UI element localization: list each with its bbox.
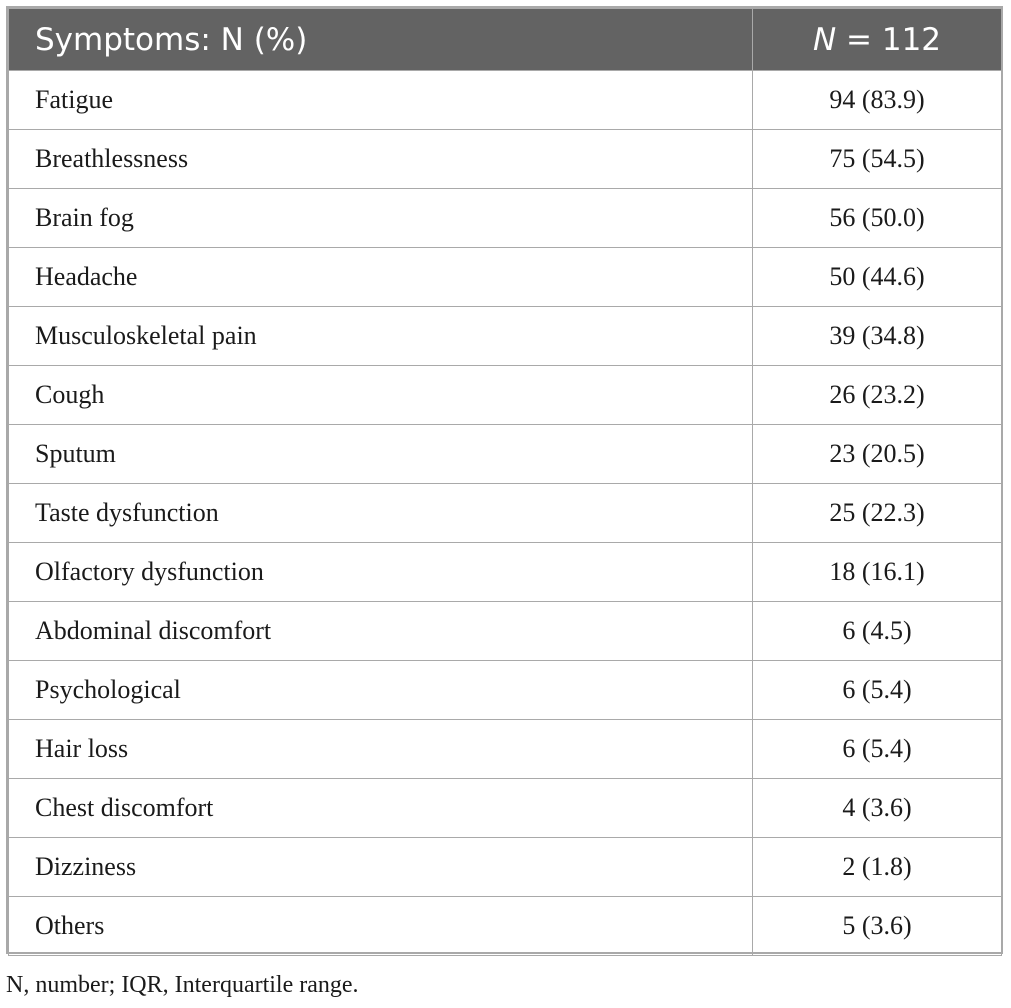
header-symptoms: Symptoms: N (%) [9,9,753,71]
symptom-count: 26 (23.2) [753,366,1002,425]
symptoms-table-container [6,6,1003,954]
symptom-count: 6 (5.4) [753,661,1002,720]
symptom-label: Sputum [9,425,753,484]
symptom-label: Chest discomfort [9,779,753,838]
symptom-count: 25 (22.3) [753,484,1002,543]
symptom-count: 6 (4.5) [753,602,1002,661]
symptom-label: Abdominal discomfort [9,602,753,661]
symptom-label: Psychological [9,661,753,720]
table-footnote: N, number; IQR, Interquartile range. [6,972,359,998]
symptom-label: Headache [9,248,753,307]
symptom-count: 94 (83.9) [753,71,1002,130]
table-header [9,9,1002,71]
table-row [9,366,1002,425]
table-row [9,189,1002,248]
header-n-value: = 112 [836,21,942,58]
symptom-label: Olfactory dysfunction [9,543,753,602]
table-row [9,71,1002,130]
symptom-label: Dizziness [9,838,753,897]
table-row [9,602,1002,661]
header-row [9,9,1002,71]
table-row [9,543,1002,602]
table-row [9,897,1002,956]
table-row [9,307,1002,366]
symptom-label: Breathlessness [9,130,753,189]
symptoms-table [8,8,1002,956]
symptom-count: 56 (50.0) [753,189,1002,248]
header-total-n [753,9,1002,71]
header-n-symbol: N [812,21,837,58]
symptom-label: Taste dysfunction [9,484,753,543]
symptom-count: 5 (3.6) [753,897,1002,956]
table-row [9,248,1002,307]
table-row [9,661,1002,720]
symptom-count: 75 (54.5) [753,130,1002,189]
table-row [9,484,1002,543]
table-body [9,71,1002,956]
symptom-label: Brain fog [9,189,753,248]
symptom-count: 2 (1.8) [753,838,1002,897]
symptom-count: 4 (3.6) [753,779,1002,838]
symptom-count: 6 (5.4) [753,720,1002,779]
table-row [9,720,1002,779]
symptom-count: 50 (44.6) [753,248,1002,307]
symptom-label: Hair loss [9,720,753,779]
symptom-count: 23 (20.5) [753,425,1002,484]
symptom-label: Musculoskeletal pain [9,307,753,366]
symptom-label: Cough [9,366,753,425]
symptom-count: 18 (16.1) [753,543,1002,602]
table-row [9,838,1002,897]
symptom-label: Others [9,897,753,956]
table-row [9,130,1002,189]
symptom-count: 39 (34.8) [753,307,1002,366]
table-row [9,779,1002,838]
symptom-label: Fatigue [9,71,753,130]
table-row [9,425,1002,484]
